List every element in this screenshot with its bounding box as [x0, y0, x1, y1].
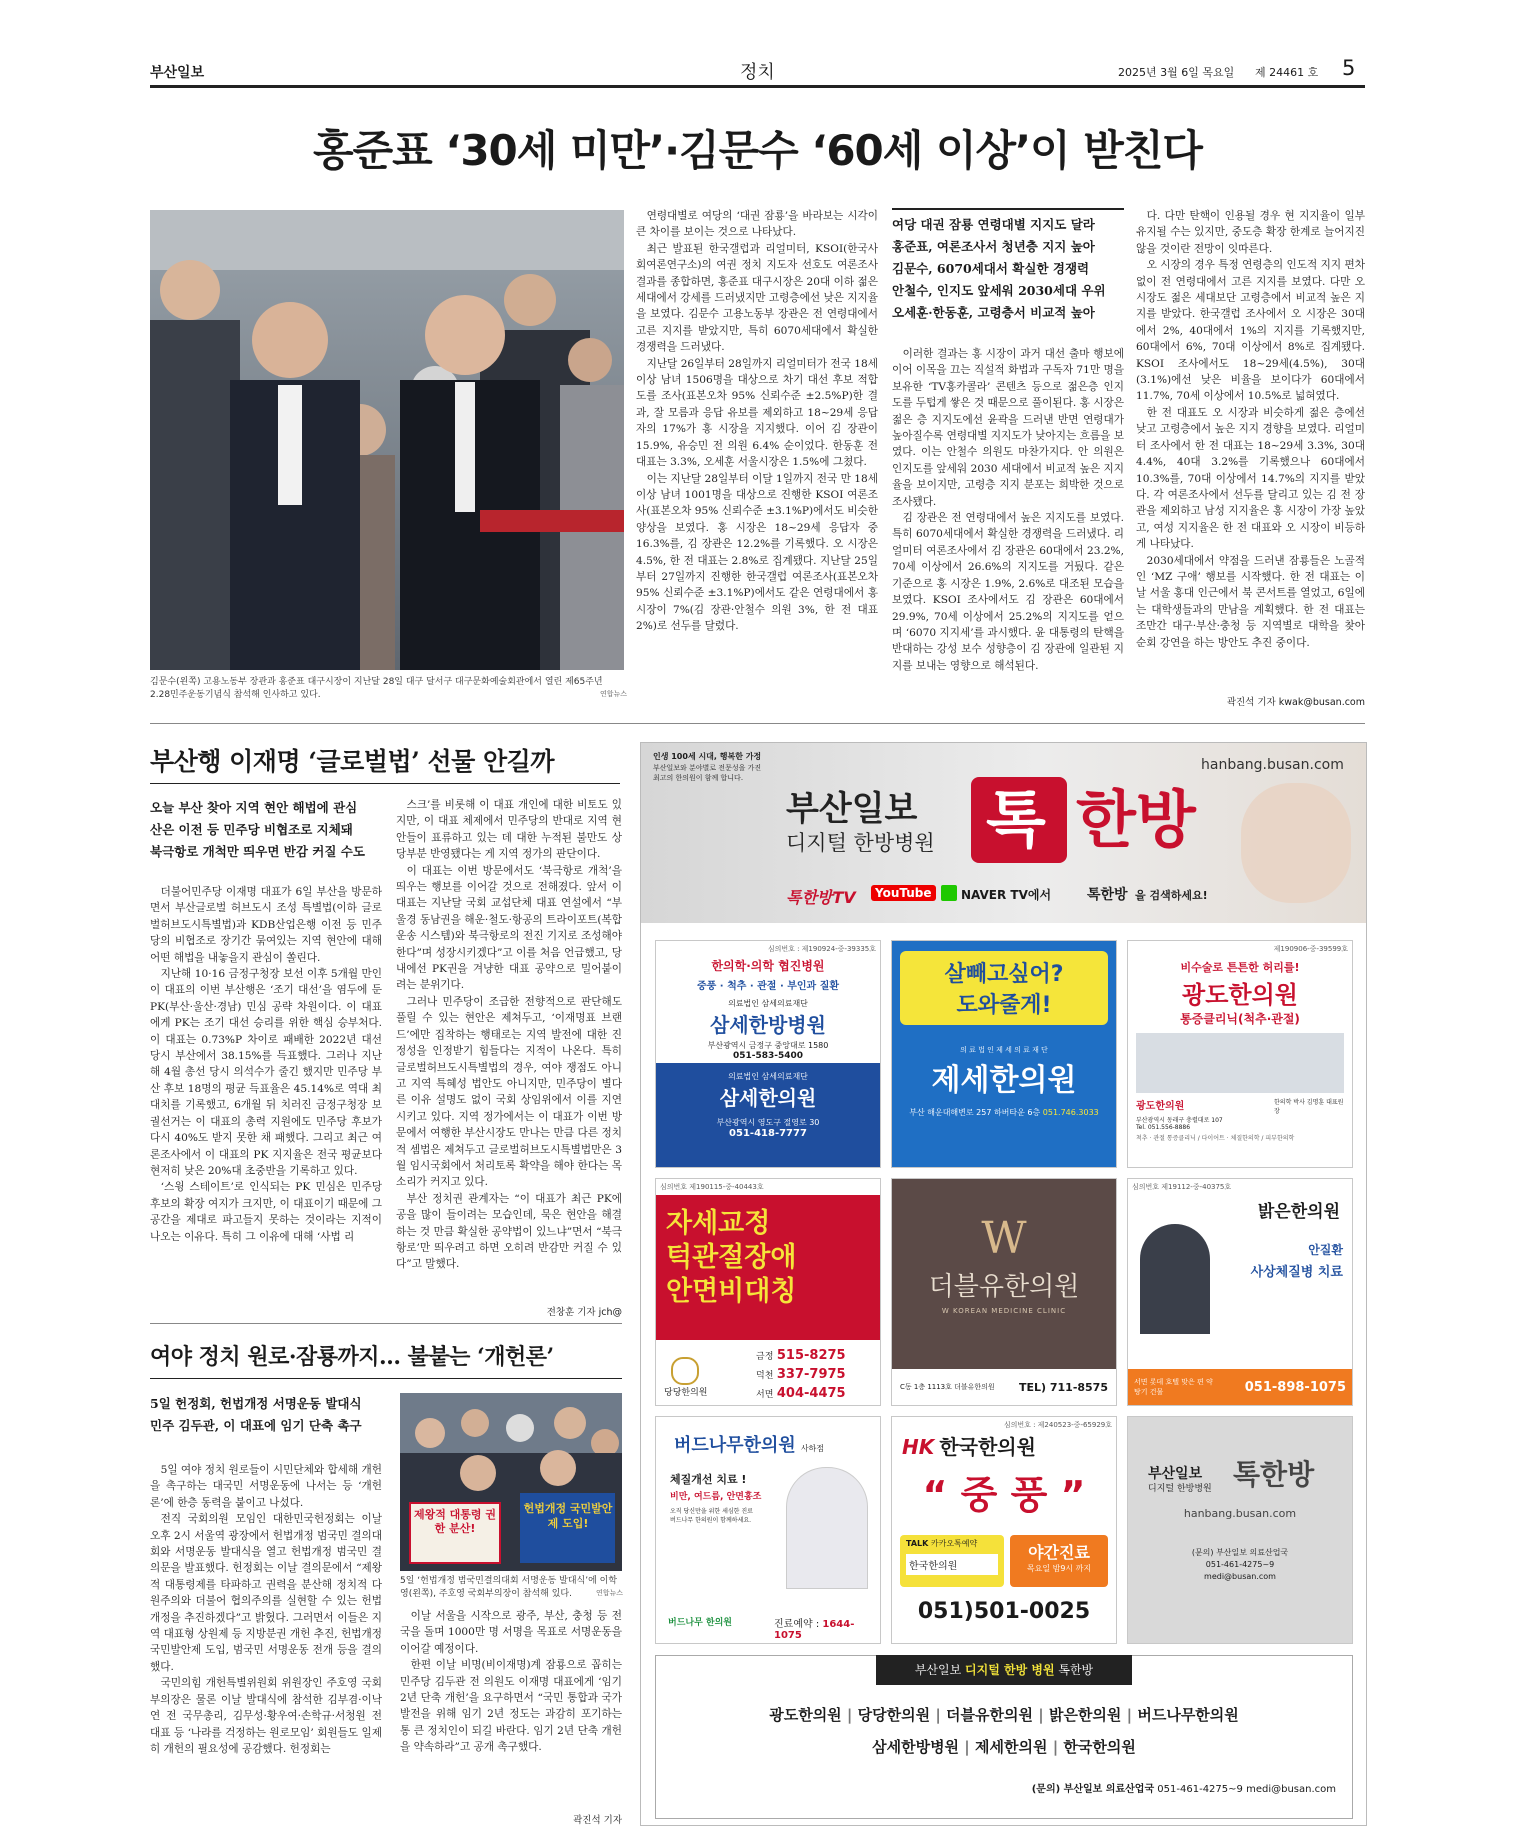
ad-gwangdo[interactable]: 제190906-중-39599호 비수술로 튼튼한 허리를! 광도한의원 통증클리닉(척추·관절) 광도한의원 한의학 박사 김명훈 대표원장 부산광역시 동래구 충렬대로 107 Tel. 051.556-8886 척추 · 관절 통증클리닉 / 다이어트 · 체질한의학 / 피부한의학 [1127, 940, 1353, 1168]
ad-block [640, 742, 1367, 1826]
ad-dangdang[interactable]: 심의번호 제190115-중-40443호 자세교정 턱관절장애 안면비대칭 당당한의원 금정 515-8275 덕천 337-7975 서면 404-4475 [655, 1178, 881, 1406]
tv-logo: 톡한방TV [786, 888, 856, 907]
main-article-col1: 연령대별로 여당의 ‘대권 잠룡’을 바라보는 시각이 큰 차이를 보이는 것으로 나타났다. 최근 발표된 한국갤럽과 리얼미터, KSOI(한국사회여론연구소)의 여권 정치 지도자 선호도 여론조사 결과를 종합하면, 홍준표 대구시장은 20대 이하 젊은 세대에서 강세를 드러냈지만 고령층에선 낮은 지지율을 보였다. 김문수 고용노동부 장관은 전 연령대에서 고른 지지를 받았지만, 특히 6070세대에서 확실한 경쟁력을 드러냈다. 지난달 26일부터 28일까지 리얼미터가 전국 18세 이상 남녀 1506명을 대상으로 차기 대선 후보 적합도를 조사(표본오차 95% 신뢰수준 ±2.5%P)한 결과, 잘 모름과 응답 유보를 제외하고 18~29세 응답자의 17%가 홍 시장을 지지했다. 이어 김 장관이 15.9%, 유승민 전 의원 6.4% 순이었다. 한동훈 전 대표는 3.3%, 오세훈 서울시장은 1.5%에 그쳤다. 이는 지난달 28일부터 이달 1일까지 전국 만 18세 이상 남녀 1001명을 대상으로 진행한 KSOI 여론조사(표본오차 95% 신뢰수준 ±3.1%P)에서도 비슷한 양상을 보였다. 홍 시장은 18~29세 응답자 중 16.3%를, 김 장관은 12.2%를 기록했다. 오 시장은 4.5%, 한 전 대표는 2.8%로 집계됐다. 지난달 25일부터 27일까지 진행한 한국갤럽 여론조사(표본오차 95% 신뢰수준 ±3.1%P)에서도 같은 연령대에서 홍 시장이 7%(김 장관·안철수 의원 3%, 한 전 대표 2%)로 선두를 달렸다. [636, 210, 878, 633]
main-photo-caption: 김문수(왼쪽) 고용노동부 장관과 홍준표 대구시장이 지난달 28일 대구 달서구 대구문화예술회관에서 열린 제65주년 2.28민주운동기념식 참석해 인사하고 있다. [150, 677, 603, 700]
footer-row1: 광도한의원 | 당당한의원 | 더블유한의원 | 밝은한의원 | 버드나무한의원 [769, 1706, 1239, 1724]
article2-subheads: 오늘 부산 찾아 지역 현안 해법에 관심 산은 이전 등 민주당 비협조로 지체돼 북극항로 개척만 띄우면 반감 커질 수도 [150, 800, 365, 859]
main-subheads: 여당 대권 잠룡 연령대별 지지도 달라 홍준표, 여론조사서 청년층 지지 높아 김문수, 6070세대서 확실한 경쟁력 안철수, 인지도 앞세워 2030세대 우위 오세훈·한동훈, 고령층서 비교적 높아 [892, 208, 1124, 326]
article3-byline: 곽진석 기자 [573, 1815, 622, 1826]
paper-name: 부산일보 [150, 65, 205, 81]
article3-photo [400, 1393, 622, 1571]
article3-col1: 5일 여야 정치 원로들이 시민단체와 합세해 개헌을 촉구하는 대국민 서명운동에 나서는 등 ‘개헌론’에 한층 동력을 붙이고 나섰다. 전직 국회의원 모임인 대한민국헌정회는 이날 오후 2시 서울역 광장에서 헌법개정 범국민 결의대회와 서명운동 발대식을 열고 헌법개정 범국민 결의문을 발표했다. 헌정회는 이날 결의문에서 “제왕적 대통령제를 타파하고 권력을 분산해 정치적 다원주의와 더불어 협의주의를 실현할 수 있는 헌법개정을 추진하겠다”고 밝혔다. 그러면서 이들은 지역 대표형 상원제 등 지방분권 개헌 추진, 헌법개정 국민발안제 도입, 범국민 서명운동 전개 등을 결의했다. 국민의힘 개헌특별위원회 위원장인 주호영 국회부의장은 물론 이날 발대식에 참석한 김부겸·이낙연 전 국무총리, 김무성·황우여·손학규·서청원 전 대표 등 ‘나라를 걱정하는 원로모임’ 회원들도 일제히 개헌의 필요성에 공감했다. 헌정회는 [150, 1464, 382, 1755]
banner-url[interactable]: hanbang.busan.com [1201, 757, 1344, 773]
ad-balgeun[interactable]: 심의번호 제19112-중-40375호 밝은한의원 안질환 사상체질병 치료 서면 롯데 호텔 맞은 편 약탕기 건물 051-898-1075 [1127, 1178, 1353, 1406]
article2-rule [150, 783, 620, 784]
banner-title-2: 한방 [1076, 783, 1196, 856]
masthead-rule [150, 85, 1365, 88]
ad-hanguk[interactable]: 심의번호 : 제240523-중-65929호 HK 한국한의원 “ 중 풍 ” TALK 카카오톡예약 한국한의원 야간진료 목요일 밤9시 까지 051)501-0025 [891, 1416, 1117, 1644]
banner-brand: 부산일보 [786, 789, 918, 829]
article-divider [150, 1323, 622, 1324]
banner-title-1: 톡 [986, 783, 1046, 856]
article2-col2: 스크’를 비롯해 이 대표 개인에 대한 비토도 있지만, 이 대표 체제에서 민주당의 반대로 지역 현안들이 표류하고 있는 데 대한 누적된 불만도 상당부분 반영됐다는 게 지역 정가의 판단이다. 이 대표는 이번 방문에서도 ‘북극항로 개척’을 띄우는 행보를 이어갈 것으로 전해졌다. 앞서 이 대표는 지난달 국회 교섭단체 대표 연설에서 “부울경 동남권을 해운·철도·항공의 트라이포트(복합 운송 시스템)와 북극항로의 전진 기지로 조성해야 한다”며 성장시키겠다”고 이를 처음 언급했고, 당내에선 PK권을 겨냥한 대표 공약으로 밀어붙이려는 분위기다. 그러나 민주당이 조급한 전향적으로 판단해도 풀릴 수 있는 현안은 제쳐두고, ‘이재명표 브랜드’에만 집착하는 행태로는 지역 발전에 대한 진정성을 인정받기 힘들다는 지적이 나온다. 특히 글로벌허브도시특별법의 경우, 여야 쟁점도 아니고 지역 특혜성 법안도 아니지만, 민주당이 별다른 이유 설명도 없이 국회 상임위에서 이를 지연시키고 있다. 지역 정가에서는 이 대표가 이번 방문에서 여행한 부산시장도 만나는 만큼 다른 정치적 셈법은 제쳐두고 글로벌허브도시특별법만은 3월 임시국회에서 처리토록 확약을 해야 한다는 목소리가 커지고 있다. 부산 정치권 관계자는 “이 대표가 최근 PK에 공을 많이 들이려는 모습인데, 묵은 현안을 해결하는 것 만큼 확실한 공약법이 있느냐”면서 “북극항로’만 띄우려고 하면 오히려 반감만 커질 수 있다”고 말했다. [396, 799, 622, 1271]
ad-budnamu[interactable]: 버드나무한의원 사하점 체질개선 치료 ! 비만, 여드름, 안면홍조 오직 당신만을 위한 세심한 진료 버드나무 한의원이 함께하세요. 버드나무 한의원 진료예약 : 1644-1075 [655, 1416, 881, 1644]
article3-photo-credit: 연합뉴스 [596, 1589, 624, 1597]
article3-rule [150, 1378, 622, 1379]
main-article-col2: 이러한 결과는 홍 시장이 과거 대선 출마 행보에 이어 이목을 끄는 직설적 화법과 구독자 71만 명을 보유한 ‘TV홍카콜라’ 콘텐츠 등으로 젊은층 인지도를 두텁게 쌓은 것 때문으로 풀이된다. 홍 시장은 젊은 층 지지도에선 윤곽을 드러낸 반면 연령대가 높아질수록 연령대별 지지도가 낮아지는 흐름을 보였다. 이는 안철수 의원도 마찬가지다. 안 의원은 인지도를 앞세워 2030 세대에서 비교적 높은 지지율을 보이지만, 고령층 지지 분포는 희박한 것으로 조사됐다. 김 장관은 전 연령대에서 높은 지지도를 보였다. 특히 6070세대에서 확실한 경쟁력을 드러냈다. 리얼미터 여론조사에서 김 장관은 60대에서 23.2%, 70세 이상에서 26.6%의 지지도를 거뒀다. 같은 기준으로 홍 시장은 1.9%, 2.6%로 대조된 모습을 보였다. KSOI 조사에서도 김 장관은 60대에서 29.9%, 70세 이상에서 25.2%의 지지도를 얻으며 ‘6070 지지세’를 과시했다. 윤 대통령의 탄핵을 반대하는 강성 보수 성향층이 김 장관에 일관된 지지를 보내는 영향으로 해석된다. [892, 348, 1124, 672]
hand-image [1241, 783, 1351, 903]
kakao-search-box[interactable]: 한국한의원 [906, 1554, 998, 1575]
section-name: 정치 [740, 62, 775, 83]
ad-jese[interactable]: 살빼고싶어? 도와줄게! 의 료 법 인 제 세 의 료 재 단 제세한의원 부산 해운대해변로 257 하버타운 6층 051.746.3033 [891, 940, 1117, 1168]
article2-byline: 전창훈 기자 jch@ [546, 1307, 622, 1318]
issue-number: 제 24461 호 [1255, 66, 1319, 79]
footer-label: 부산일보 디지털 한방 병원 톡한방 [876, 1655, 1132, 1685]
photo-sign-1: 제왕적 대통령 권한 분산! [413, 1508, 497, 1535]
w-logo: W [981, 1213, 1027, 1264]
article3-headline: 여야 정치 원로·잠룡까지… 불붙는 ‘개헌론’ [150, 1344, 554, 1370]
main-byline: 곽진석 기자 kwak@busan.com [1226, 697, 1365, 708]
main-article-col3: 다. 다만 탄핵이 인용될 경우 현 지지율이 일부 유지될 수는 있지만, 중도층 확장 한계로 늘어지진 않을 것이란 전망이 잇따른다. 오 시장의 경우 특정 연령층의 인도적 지지 편차 없이 전 연령대에서 고른 지지를 보였다. 다만 오 시장도 젊은 세대보단 고령층에서 비교적 높은 지지를 받았다. 한국갤럽 조사에서 오 시장은 30대에서 2%, 40대에서 1%의 지지를 기록했지만, 60대에서 6%, 70대 이상에서 8%로 집계됐다. KSOI 조사에서도 18~29세(4.5%), 30대(3.1%)에선 낮은 비율을 보이다가 60대에서 11.7%, 70세 이상에서 10.5%로 넓혀였다. 한 전 대표도 오 시장과 비슷하게 젊은 층에선 낮고 고령층에서 높은 지지 경향을 보였다. 리얼미터 조사에서 한 전 대표는 18~29세 3.3%, 30대 4.4%, 40대 3.2%를 기록했으나 60대에서 10.3%를, 70대 이상에서 14.7%의 지지를 받았다. 각 여론조사에서 선두를 달리고 있는 김 전 장관을 제외하고 남성 지지율은 홍 시장이 가장 높았고, 여성 지지율은 한 전 대표와 오 시장이 비등하게 나타났다. 2030세대에서 약점을 드러낸 잠룡들은 노골적인 ‘MZ 구애’ 행보를 시작했다. 한 전 대표는 이날 서울 홍대 인근에서 북 콘서트를 열었고, 6일에는 대학생들과의 만남을 계획했다. 한 전 대표는 조만간 대구·부산·충청 등 지역별로 대학을 찾아 순회 강연을 하는 방안도 추진 중이다. [1136, 210, 1365, 649]
photo-sign-2: 헌법개정 국민발안제 도입! [523, 1502, 613, 1530]
banner-brand-sub: 디지털 한방병원 [786, 831, 935, 855]
article2-headline: 부산행 이재명 ‘글로벌법’ 선물 안길까 [150, 747, 554, 776]
youtube-icon: YouTube [871, 885, 936, 901]
issue-date: 2025년 3월 6일 목요일 [1118, 66, 1235, 79]
doctor-photo-2 [786, 1467, 868, 1589]
footer-row2: 삼세한방병원 | 제세한의원 | 한국한의원 [872, 1738, 1136, 1756]
main-photo-credit: 연합뉴스 [600, 690, 628, 698]
article3-col2: 이날 서울을 시작으로 광주, 부산, 충청 등 전국을 돌며 1000만 명 서명을 목표로 서명운동을 이어갈 예정이다. 한편 이날 비명(비이재명)계 잠룡으로 꼽히는 민주당 김두관 전 의원도 이재명 대표에게 ‘임기 2년 단축 개헌’을 요구하면서 “국민 통합과 국가 발전을 위해 임기 2년 정도는 과감히 포기하는 통 큰 정치인이 되길 바란다. 임기 2년 단축 개헌을 약속하라”고 공개 촉구했다. [400, 1610, 622, 1754]
naver-play-icon [941, 885, 957, 901]
ad-footer [655, 1655, 1353, 1819]
ad-banner: 인생 100세 시대, 행복한 가정 부산일보와 분야별로 전문성을 가진 최고의 한의원이 함께 합니다. hanbang.busan.com 부산일보 디지털 한방병원 톡 한방 톡한방TV YouTube NAVER TV에서 톡한방 을 검색하세요! [641, 743, 1366, 923]
article3-photo-caption: 5일 ‘헌법개정 범국민결의대회 서명운동 발대식’에 이학영(왼쪽), 주호영 국회부의장이 참석해 있다. [400, 1576, 618, 1599]
dangdang-logo-icon [671, 1357, 699, 1385]
article3-subheads: 5일 헌정회, 헌법개정 서명운동 발대식 민주 김두관, 이 대표에 임기 단축 촉구 [150, 1396, 362, 1433]
section-rule [150, 723, 1365, 724]
gwangdo-photo [1136, 1033, 1344, 1093]
article2-col1: 더불어민주당 이재명 대표가 6일 부산을 방문하면서 부산글로벌 허브도시 조성 특별법(이하 글로벌허브도시특별법)과 KDB산업은행 이전 등 민주당의 비협조로 장기간 묶여있는 지역 현안에 대해 어떤 해법을 내놓을지 관심이 쏠린다. 지난해 10·16 금정구청장 보선 이후 5개월 만인 이 대표의 이번 부산행은 ‘조기 대선’을 염두에 둔 PK(부산·울산·경남) 민심 공략 차원이다. 이 대표에게 PK는 조기 대선 승리를 위한 핵심 승부처다. 이 대표는 0.73%P 차이로 패배한 2022년 대선 당시 부산에서 38.15%를 득표했다. 그러나 지난해 4월 총선 당시 의석수가 줄긴 했지만 민주당 부산 후보 18명의 평균 득표율은 45.14%로 역대 최대치를 기록했고, 6개월 뒤 치러진 금정구청장 보궐선거는 이 대표의 총력 지원에도 민주당 후보가 다시 40%도 받지 못한 채 패했다. 그리고 최근 여론조사에서 이 대표의 PK 지지율은 전국 평균보다 현저히 낮은 20%대 초중반을 기록하고 있다. ‘스윙 스테이트’로 인식되는 PK 민심은 민주당 후보의 확장 여지가 크지만, 이 대표이기 때문에 그 공간을 제대로 파고들지 못하는 것이라는 지적이 나오는 이유다. 특히 그 이유에 대해 ‘사법 리 [150, 886, 382, 1243]
main-headline: 홍준표 ‘30세 미만’·김문수 ‘60세 이상’이 받친다 [313, 126, 1202, 175]
main-photo [150, 210, 624, 670]
ad-samse[interactable]: 심의번호 : 제190924-중-39335호 한의학·의학 협진병원 중풍 · 척추 · 관절 · 부인과 질환 의료법인 삼세의료재단 삼세한방병원 부산광역시 금정구 중앙대로 1580 051-583-5400 의료법인 삼세의료재단 삼세한의원 부산광역시 영도구 절영로 30 051-418-7777 [655, 940, 881, 1168]
ad-talk-hanbang[interactable]: 부산일보 디지털 한방병원 톡한방 hanbang.busan.com (문의) 부산일보 의료산업국 051-461-4275~9 medi@busan.com [1127, 1416, 1353, 1644]
ad-w-clinic[interactable]: W 더블유한의원 W KOREAN MEDICINE CLINIC C동 1층 1113호 더블유한의원 TEL) 711-8575 [891, 1178, 1117, 1406]
doctor-photo [1140, 1224, 1210, 1334]
footer-contact: (문의) 부산일보 의료산업국 051-461-4275~9 medi@busan.com [1031, 1784, 1336, 1795]
page-number: 5 [1342, 56, 1356, 80]
